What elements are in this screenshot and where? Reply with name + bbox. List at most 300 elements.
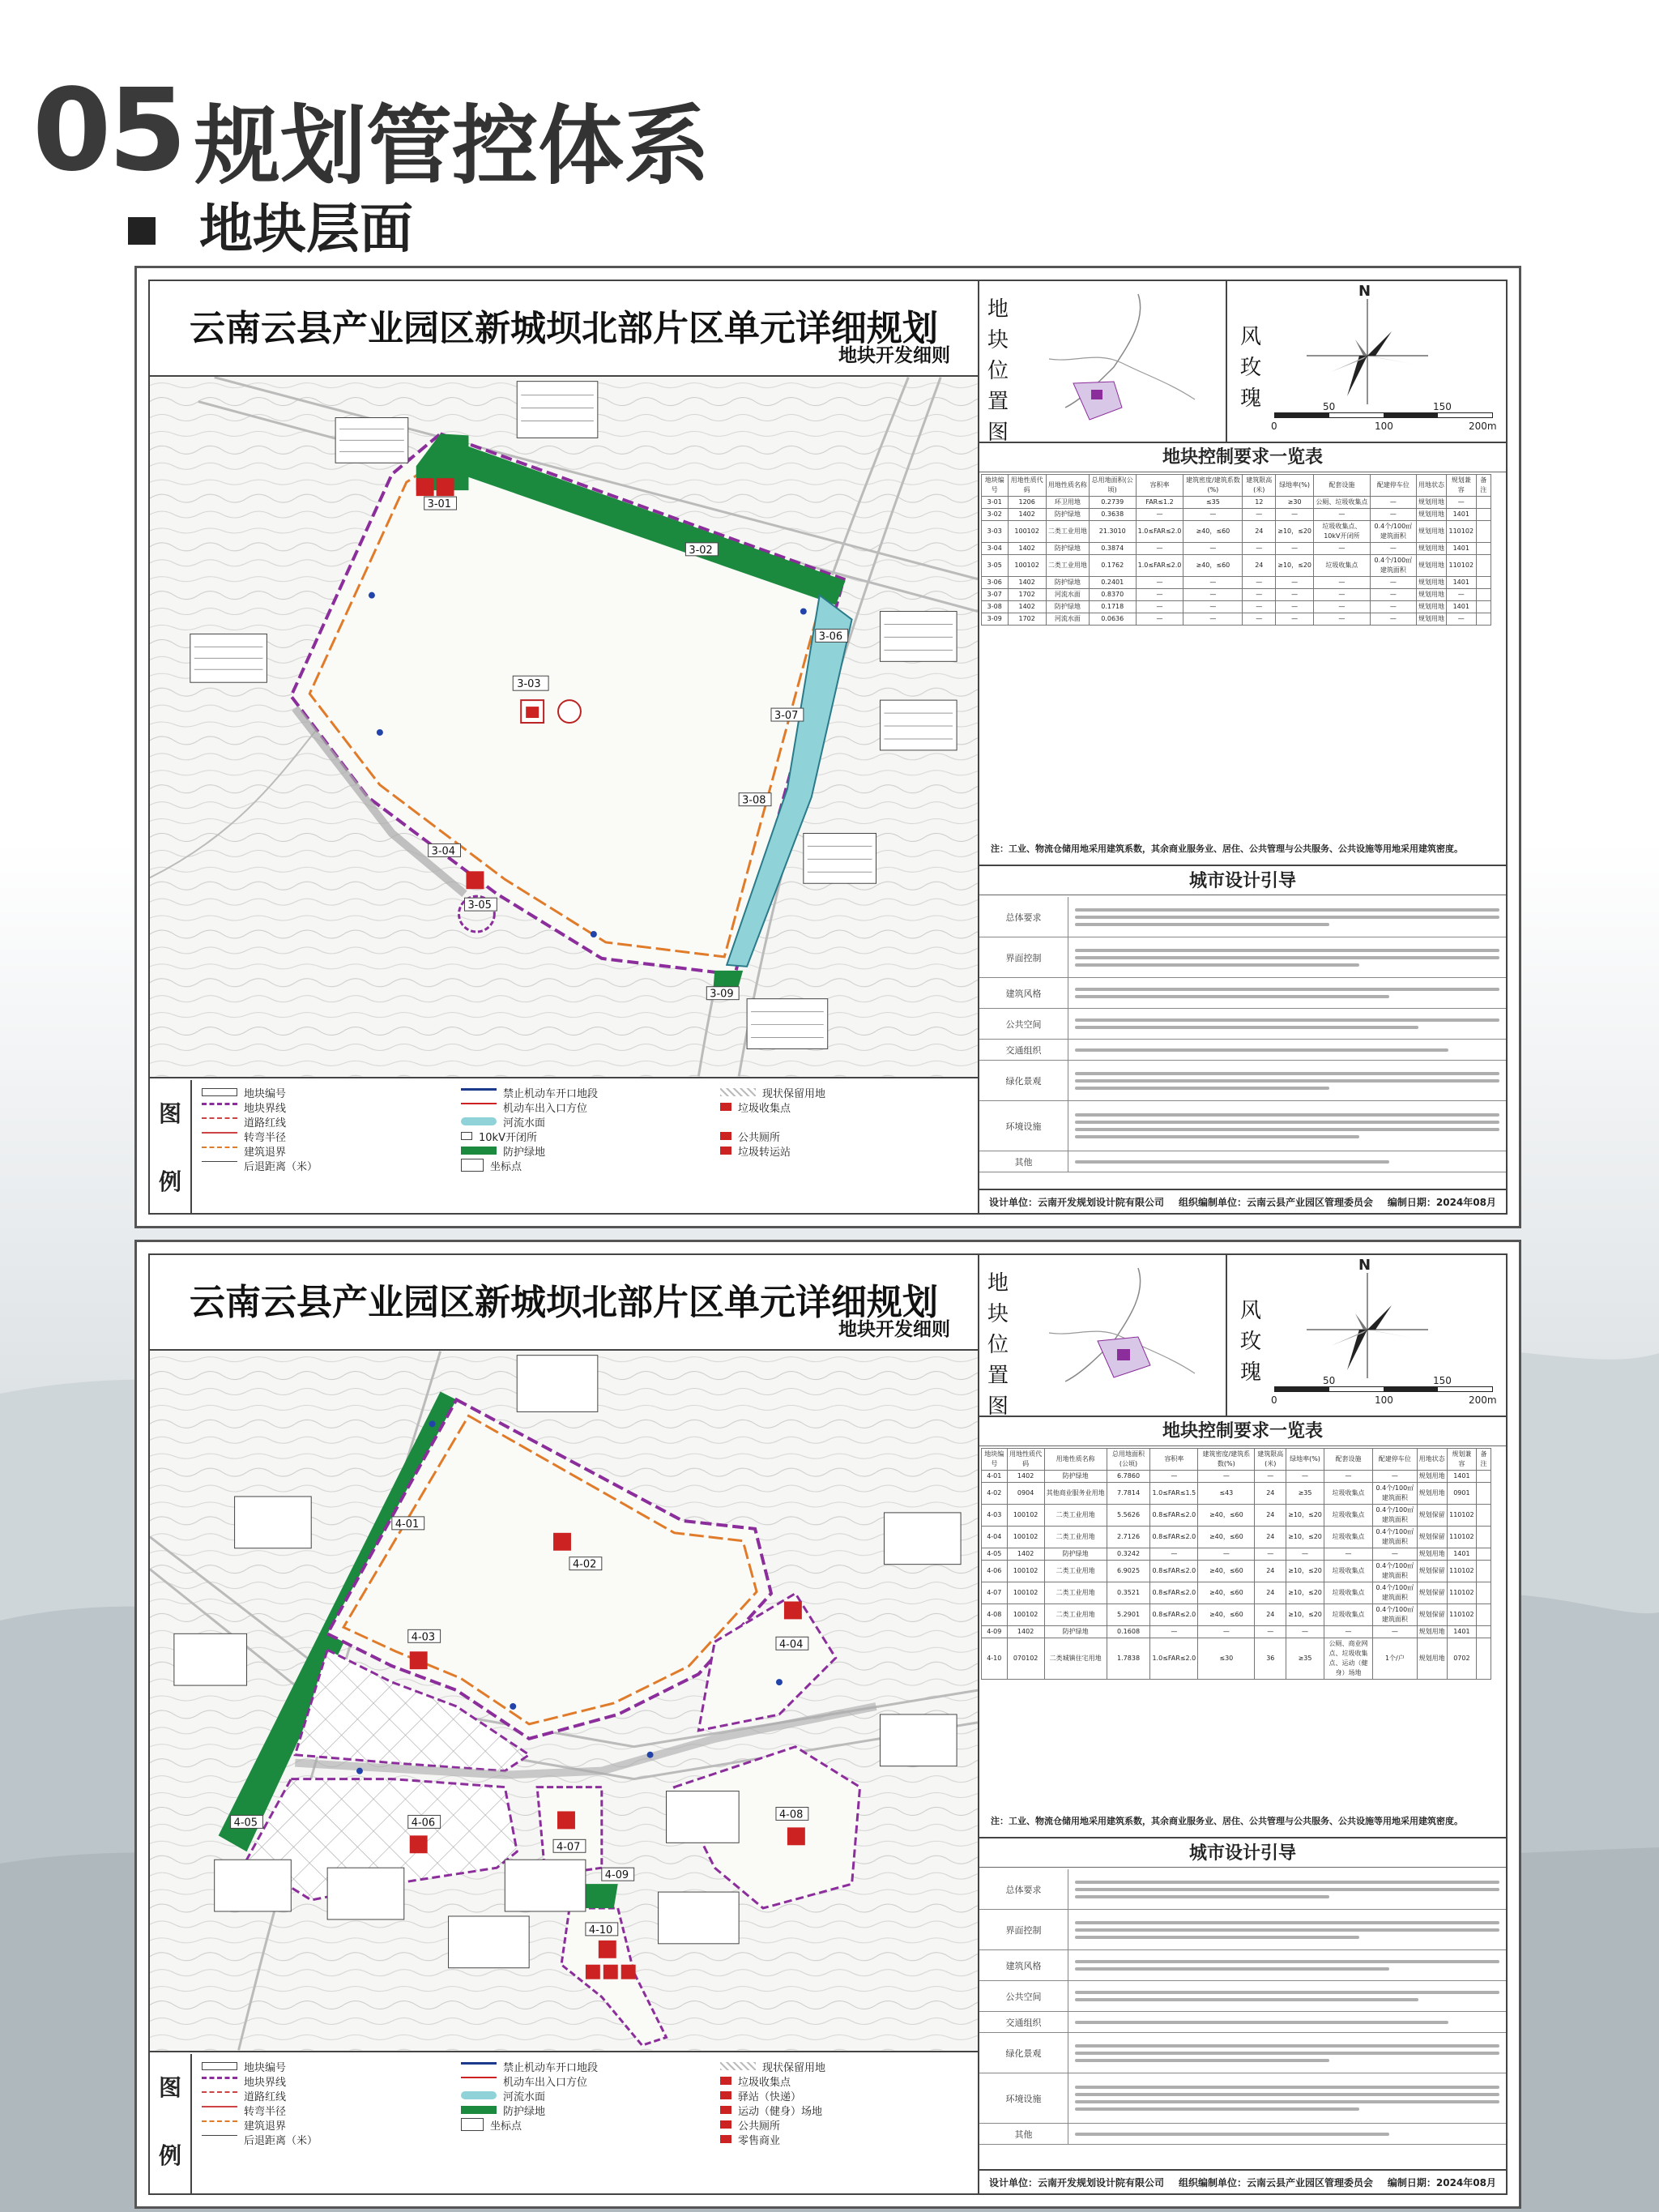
legend-item: 禁止机动车开口地段 [461, 2059, 712, 2073]
guide-text-line [1075, 1087, 1329, 1090]
table-cell: 3-09 [982, 613, 1009, 626]
table-cell: ≥40，≤60 [1198, 1561, 1255, 1582]
table-cell: — [1314, 577, 1371, 589]
table-cell: — [1255, 1626, 1286, 1638]
table-header-cell: 配套设施 [1314, 475, 1371, 497]
table-header-cell: 绿地率(%) [1286, 1449, 1324, 1471]
table-cell: 4-03 [982, 1505, 1008, 1527]
parcel-label: 4-02 [572, 1558, 597, 1571]
guide-row-key: 公共空间 [979, 1981, 1068, 2011]
table-cell: — [1183, 589, 1243, 601]
guide-text-line [1075, 995, 1389, 998]
guide-text-line [1075, 963, 1359, 967]
parcel-label: 4-03 [411, 1631, 436, 1644]
parcel-label: 3-07 [774, 710, 799, 723]
legend-item: 现状保留用地 [720, 2059, 971, 2073]
scale-label: 150 [1433, 401, 1452, 412]
table-cell: 0.4个/100㎡建筑面积 [1370, 555, 1416, 577]
guide-row-text [1068, 2033, 1506, 2073]
table-cell: 公厕、垃圾收集点 [1314, 497, 1371, 509]
table-cell: 规划用地 [1417, 555, 1447, 577]
table-cell: — [1314, 589, 1371, 601]
guide-row-key: 交通组织 [979, 1040, 1068, 1060]
parcel-map-drawing [150, 1351, 978, 2051]
table-cell: — [1373, 1626, 1418, 1638]
plan-sheet-1 [134, 266, 1521, 1228]
table-cell: 其他商业服务业用地 [1044, 1483, 1107, 1505]
table-cell [1476, 521, 1491, 543]
guide-row-key: 环境设施 [979, 1101, 1068, 1151]
guide-row-key: 总体要求 [979, 897, 1068, 937]
table-cell: 110102 [1447, 1582, 1476, 1604]
table-cell: 垃圾收集点 [1324, 1527, 1372, 1548]
table-cell: 二类工业用地 [1044, 1604, 1107, 1626]
table-cell: — [1150, 1548, 1198, 1561]
legend-item: 建筑退界 [202, 2117, 453, 2132]
table-header-cell: 绿地率(%) [1276, 475, 1314, 497]
guide-text-line [1075, 1135, 1359, 1138]
table-cell: FAR≤1.2 [1136, 497, 1183, 509]
position-label: 地 块 位 置 图 [987, 297, 1009, 445]
table-cell: 110102 [1447, 1527, 1476, 1548]
table-cell: 110102 [1447, 555, 1477, 577]
legend-item: 10kV开闭所 [461, 1129, 712, 1143]
wind-rose-icon [1299, 1273, 1436, 1378]
legend-item: 防护绿地 [461, 2103, 712, 2117]
table-cell: ≥40，≤60 [1198, 1604, 1255, 1626]
legend-item: 垃圾转运站 [720, 1143, 971, 1158]
table-cell: 24 [1255, 1505, 1286, 1527]
table-cell: 0.8≤FAR≤2.0 [1150, 1505, 1198, 1527]
table-cell: 4-07 [982, 1582, 1008, 1604]
table-cell: — [1136, 613, 1183, 626]
legend-item: 转弯半径 [202, 2103, 453, 2117]
guide-title: 城市设计引导 [979, 865, 1506, 895]
guide-text-line [1075, 916, 1499, 919]
table-cell: 21.3010 [1089, 521, 1136, 543]
table-cell: — [1276, 577, 1314, 589]
guide-text-line [1075, 1998, 1418, 2001]
table-cell: 规划保留 [1417, 1527, 1447, 1548]
table-header-cell: 备注 [1477, 1449, 1491, 1471]
table-cell: ≤43 [1198, 1483, 1255, 1505]
guide-text-line [1075, 1018, 1499, 1022]
table-cell: — [1243, 509, 1276, 521]
wind-rose [1271, 1255, 1497, 1417]
table-cell: — [1136, 509, 1183, 521]
legend-item: 地块界线 [202, 2073, 453, 2088]
table-cell: ≥10，≤20 [1276, 521, 1314, 543]
table-cell: 7.7814 [1107, 1483, 1150, 1505]
footer-organizer: 组织编制单位：云南云县产业园区管理委员会 [1178, 2176, 1373, 2189]
table-cell: 0.0636 [1089, 613, 1136, 626]
parcel-label: 3-01 [427, 498, 452, 511]
table-cell: 1402 [1007, 1548, 1044, 1561]
guide-text-line [1075, 1128, 1499, 1131]
guide-text-line [1075, 1888, 1499, 1891]
table-cell: 100102 [1007, 1582, 1044, 1604]
table-cell: 4-09 [982, 1626, 1008, 1638]
table-cell: 4-05 [982, 1548, 1008, 1561]
table-cell: — [1324, 1548, 1372, 1561]
table-cell: — [1286, 1471, 1324, 1483]
table-cell: 0.4个/100㎡建筑面积 [1373, 1561, 1418, 1582]
table-cell: 规划保留 [1417, 1561, 1447, 1582]
parcel-label: 4-01 [394, 1518, 420, 1531]
scale-label: 200m [1469, 421, 1497, 432]
table-cell: 0.8≤FAR≤2.0 [1150, 1604, 1198, 1626]
table-cell: 0.4个/100㎡建筑面积 [1373, 1604, 1418, 1626]
footer-designer: 设计单位：云南开发规划设计院有限公司 [989, 2176, 1165, 2189]
table-cell: — [1276, 613, 1314, 626]
table-cell: — [1183, 613, 1243, 626]
table-cell: 3-07 [982, 589, 1009, 601]
table-cell: 河流水面 [1046, 589, 1089, 601]
wind-rose-label: 风 玫 瑰 [1239, 325, 1261, 411]
guide-row [979, 1950, 1506, 1981]
position-label: 地 块 位 置 图 [987, 1271, 1009, 1419]
table-cell: 24 [1255, 1527, 1286, 1548]
table-header-cell: 用地状态 [1417, 1449, 1447, 1471]
parcel-label: 3-03 [517, 678, 541, 691]
table-cell [1477, 1483, 1491, 1505]
guide-text-line [1075, 2052, 1499, 2055]
guide-row-text [1068, 1981, 1506, 2011]
guide-text-line [1075, 1960, 1499, 1963]
section-number: 05 [32, 65, 184, 197]
guide-row-text [1068, 1151, 1506, 1172]
table-cell: — [1324, 1471, 1372, 1483]
parcel-label: 4-10 [588, 1924, 613, 1937]
guide-row-key: 建筑风格 [979, 978, 1068, 1008]
table-header-cell: 地块编号 [982, 475, 1009, 497]
table-cell: 24 [1255, 1604, 1286, 1626]
legend-item: 零售商业 [720, 2132, 971, 2146]
table-cell: 3-08 [982, 601, 1009, 613]
table-cell [1477, 1604, 1491, 1626]
table-cell: — [1136, 589, 1183, 601]
guide-row-key: 环境设施 [979, 2073, 1068, 2123]
table-cell: 100102 [1007, 1527, 1044, 1548]
table-cell: 规划用地 [1417, 543, 1447, 555]
table-row [982, 509, 1491, 521]
table-row [982, 1548, 1491, 1561]
table-cell: 110102 [1447, 1604, 1476, 1626]
footer-date: 编制日期：2024年08月 [1387, 2176, 1496, 2189]
table-row [982, 1638, 1491, 1680]
table-cell: ≥40，≤60 [1198, 1527, 1255, 1548]
table-cell: — [1373, 1471, 1418, 1483]
table-cell: 规划用地 [1417, 1548, 1447, 1561]
guide-row-text [1068, 2073, 1506, 2123]
table-cell: 规划用地 [1417, 521, 1447, 543]
table-cell: — [1370, 613, 1416, 626]
table-cell: — [1243, 577, 1276, 589]
sheet-title: 云南云县产业园区新城坝北部片区单元详细规划 [190, 1282, 938, 1323]
table-cell: 规划用地 [1417, 601, 1447, 613]
table-cell: 1401 [1447, 1471, 1476, 1483]
wind-rose-label: 风 玫 瑰 [1239, 1299, 1261, 1385]
guide-row [979, 978, 1506, 1009]
table-cell: 规划用地 [1417, 1471, 1447, 1483]
table-cell: 24 [1255, 1483, 1286, 1505]
table-cell: 4-06 [982, 1561, 1008, 1582]
table-cell [1477, 1582, 1491, 1604]
table-cell: 100102 [1007, 1561, 1044, 1582]
legend-item: 坐标点 [461, 1158, 712, 1172]
table-cell: ≥40，≤60 [1183, 521, 1243, 543]
legend-item: 河流水面 [461, 1114, 712, 1129]
legend-item: 机动车出入口方位 [461, 1100, 712, 1114]
table-cell: — [1136, 577, 1183, 589]
guide-text-line [1075, 1936, 1359, 1939]
table-cell: — [1183, 601, 1243, 613]
table-cell: 垃圾收集点 [1314, 555, 1371, 577]
table-cell: 二类工业用地 [1046, 555, 1089, 577]
table-cell: 0.3638 [1089, 509, 1136, 521]
table-cell [1477, 1548, 1491, 1561]
table-row [982, 521, 1491, 543]
guide-text-line [1075, 1928, 1499, 1932]
table-header-cell: 配建停车位 [1373, 1449, 1418, 1471]
parcel-map [150, 377, 978, 1078]
sheet-footer [979, 1189, 1506, 1213]
table-header-cell: 建筑限高(米) [1243, 475, 1276, 497]
table-cell: 1.0≤FAR≤2.0 [1136, 521, 1183, 543]
table-cell: 防护绿地 [1046, 509, 1089, 521]
table-cell: — [1198, 1471, 1255, 1483]
table-cell: — [1370, 509, 1416, 521]
guide-text-line [1075, 923, 1329, 926]
table-cell: 规划保留 [1417, 1582, 1447, 1604]
table-cell: 1402 [1008, 543, 1046, 555]
guide-row-text [1068, 978, 1506, 1008]
parcel-label: 4-05 [233, 1817, 258, 1830]
table-cell: ≥40，≤60 [1183, 555, 1243, 577]
guide-text-line [1075, 1967, 1389, 1971]
table-cell: 110102 [1447, 521, 1477, 543]
table-cell: 24 [1243, 555, 1276, 577]
table-row [982, 497, 1491, 509]
table-cell: ≥10，≤20 [1286, 1505, 1324, 1527]
guide-row-text [1068, 897, 1506, 937]
table-cell: 2.7126 [1107, 1527, 1150, 1548]
table-cell: 垃圾收集点、10kV开闭所 [1314, 521, 1371, 543]
parcel-map [150, 1351, 978, 2052]
legend-item: 转弯半径 [202, 1129, 453, 1143]
guide-row-text [1068, 1101, 1506, 1151]
parcel-map-drawing [150, 377, 978, 1077]
legend-item [720, 1158, 971, 1172]
table-cell: — [1276, 589, 1314, 601]
table-cell: 规划用地 [1417, 509, 1447, 521]
table-cell: 环卫用地 [1046, 497, 1089, 509]
info-panel [979, 280, 1508, 1215]
table-cell: 24 [1255, 1561, 1286, 1582]
table-cell [1477, 1626, 1491, 1638]
scale-bar [1274, 1386, 1493, 1392]
table-cell: 12 [1243, 497, 1276, 509]
table-cell: 5.5626 [1107, 1505, 1150, 1527]
table-cell: 1.0≤FAR≤2.0 [1136, 555, 1183, 577]
info-panel [979, 1253, 1508, 2195]
guide-row [979, 1009, 1506, 1040]
parcel-label: 4-07 [557, 1841, 581, 1854]
parcel-label: 4-09 [604, 1869, 629, 1882]
table-cell: — [1243, 613, 1276, 626]
table-header-cell: 用地性质代码 [1008, 475, 1046, 497]
table-cell: 垃圾收集点 [1324, 1483, 1372, 1505]
map-legend [150, 1080, 978, 1213]
scale-label: 100 [1375, 1394, 1393, 1406]
north-arrow-label: N [1358, 283, 1371, 300]
table-cell: — [1286, 1548, 1324, 1561]
guide-row-text [1068, 1061, 1506, 1100]
table-cell: 070102 [1007, 1638, 1044, 1680]
table-header-cell: 规划兼容 [1447, 1449, 1476, 1471]
guide-text-line [1075, 1079, 1499, 1083]
guide-row-key: 总体要求 [979, 1869, 1068, 1909]
guide-text-line [1075, 1048, 1448, 1052]
table-cell: 1.0≤FAR≤2.0 [1150, 1638, 1198, 1680]
footer-organizer: 组织编制单位：云南云县产业园区管理委员会 [1178, 1196, 1373, 1208]
table-header-cell: 建筑密度/建筑系数(%) [1198, 1449, 1255, 1471]
table-cell: — [1136, 543, 1183, 555]
table-header-cell: 容积率 [1150, 1449, 1198, 1471]
legend-item: 禁止机动车开口地段 [461, 1085, 712, 1100]
sheet-subtitle: 地块开发细则 [838, 345, 950, 366]
legend-item: 防护绿地 [461, 1143, 712, 1158]
table-cell: 0.2401 [1089, 577, 1136, 589]
control-table-title: 地块控制要求一览表 [979, 443, 1506, 472]
table-cell: ≥10，≤20 [1276, 555, 1314, 577]
table-cell: — [1198, 1626, 1255, 1638]
table-cell: — [1370, 543, 1416, 555]
table-cell: 规划用地 [1417, 1626, 1447, 1638]
guide-text-line [1075, 2021, 1448, 2024]
table-cell [1476, 497, 1491, 509]
legend-item: 公共厕所 [720, 1129, 971, 1143]
guide-row [979, 1869, 1506, 1910]
table-cell: 4-08 [982, 1604, 1008, 1626]
legend-item [720, 1114, 971, 1129]
guide-text-line [1075, 1895, 1329, 1898]
guide-text-line [1075, 1991, 1499, 1994]
legend-item: 建筑退界 [202, 1143, 453, 1158]
design-guide [979, 897, 1506, 1172]
table-cell: — [1255, 1548, 1286, 1561]
north-arrow-label: N [1358, 1257, 1371, 1274]
table-cell: — [1373, 1548, 1418, 1561]
location-map [1017, 1260, 1227, 1412]
table-cell: — [1314, 613, 1371, 626]
guide-text-line [1075, 908, 1499, 912]
table-cell: — [1150, 1471, 1198, 1483]
table-cell: 公厕、商业网点、垃圾收集点、运动（健身）场地 [1324, 1638, 1372, 1680]
table-cell: — [1370, 577, 1416, 589]
table-cell: 防护绿地 [1046, 543, 1089, 555]
table-row [982, 1471, 1491, 1483]
scale-label: 100 [1375, 421, 1393, 432]
map-panel [148, 1253, 979, 2195]
guide-row [979, 1151, 1506, 1172]
table-cell: 规划用地 [1417, 577, 1447, 589]
scale-label: 0 [1271, 1394, 1277, 1406]
map-panel [148, 280, 979, 1215]
legend-item: 驿站（快递） [720, 2088, 971, 2103]
table-cell: 规划用地 [1417, 497, 1447, 509]
guide-text-line [1075, 2086, 1499, 2089]
table-cell: 规划用地 [1417, 589, 1447, 601]
table-cell: 100102 [1008, 555, 1046, 577]
table-cell: — [1286, 1626, 1324, 1638]
guide-row-key: 交通组织 [979, 2012, 1068, 2032]
table-cell: — [1276, 543, 1314, 555]
sheet-title: 云南云县产业园区新城坝北部片区单元详细规划 [190, 308, 938, 349]
guide-text-line [1075, 956, 1499, 959]
table-cell: ≤35 [1183, 497, 1243, 509]
table-cell: ≥10，≤20 [1286, 1527, 1324, 1548]
table-cell: 0702 [1447, 1638, 1476, 1680]
section-title: 规划管控体系 [194, 96, 710, 196]
table-cell: 二类工业用地 [1044, 1527, 1107, 1548]
table-header-cell: 建筑限高(米) [1255, 1449, 1286, 1471]
table-cell [1476, 509, 1491, 521]
table-cell: 1402 [1008, 509, 1046, 521]
table-cell: 5.2901 [1107, 1604, 1150, 1626]
guide-text-line [1075, 2133, 1389, 2136]
table-row [982, 1505, 1491, 1527]
table-cell: 1.7838 [1107, 1638, 1150, 1680]
table-cell: 规划保留 [1417, 1604, 1447, 1626]
guide-row-key: 绿化景观 [979, 1061, 1068, 1100]
table-cell: 规划保留 [1417, 1505, 1447, 1527]
sheet-subtitle: 地块开发细则 [838, 1319, 950, 1340]
table-cell: ≤30 [1198, 1638, 1255, 1680]
legend-item: 垃圾收集点 [720, 1100, 971, 1114]
legend-item: 地块界线 [202, 1100, 453, 1114]
guide-row [979, 1040, 1506, 1061]
table-cell: 36 [1255, 1638, 1286, 1680]
legend-item: 运动（健身）场地 [720, 2103, 971, 2117]
parcel-label: 3-04 [431, 845, 456, 858]
legend-item [461, 2132, 712, 2146]
guide-row-key: 公共空间 [979, 1009, 1068, 1039]
guide-text-line [1075, 1881, 1499, 1884]
table-cell: — [1243, 543, 1276, 555]
table-cell: 二类工业用地 [1044, 1561, 1107, 1582]
table-cell: 4-04 [982, 1527, 1008, 1548]
guide-row [979, 1061, 1506, 1101]
table-header-cell: 总用地面积(公顷) [1107, 1449, 1150, 1471]
table-cell: 100102 [1007, 1604, 1044, 1626]
guide-row [979, 2012, 1506, 2033]
table-row [982, 613, 1491, 626]
table-cell: — [1314, 543, 1371, 555]
legend-item: 垃圾收集点 [720, 2073, 971, 2088]
table-cell: ≥35 [1286, 1483, 1324, 1505]
table-cell: 0.4个/100㎡建筑面积 [1373, 1527, 1418, 1548]
table-cell: 0901 [1447, 1483, 1476, 1505]
table-cell: 1402 [1008, 601, 1046, 613]
legend-item: 河流水面 [461, 2088, 712, 2103]
table-cell: 3-04 [982, 543, 1009, 555]
table-cell: 0.4个/100㎡建筑面积 [1370, 521, 1416, 543]
table-cell: — [1136, 601, 1183, 613]
table-cell: 4-02 [982, 1483, 1008, 1505]
table-cell: 1402 [1008, 577, 1046, 589]
table-cell: — [1447, 589, 1477, 601]
